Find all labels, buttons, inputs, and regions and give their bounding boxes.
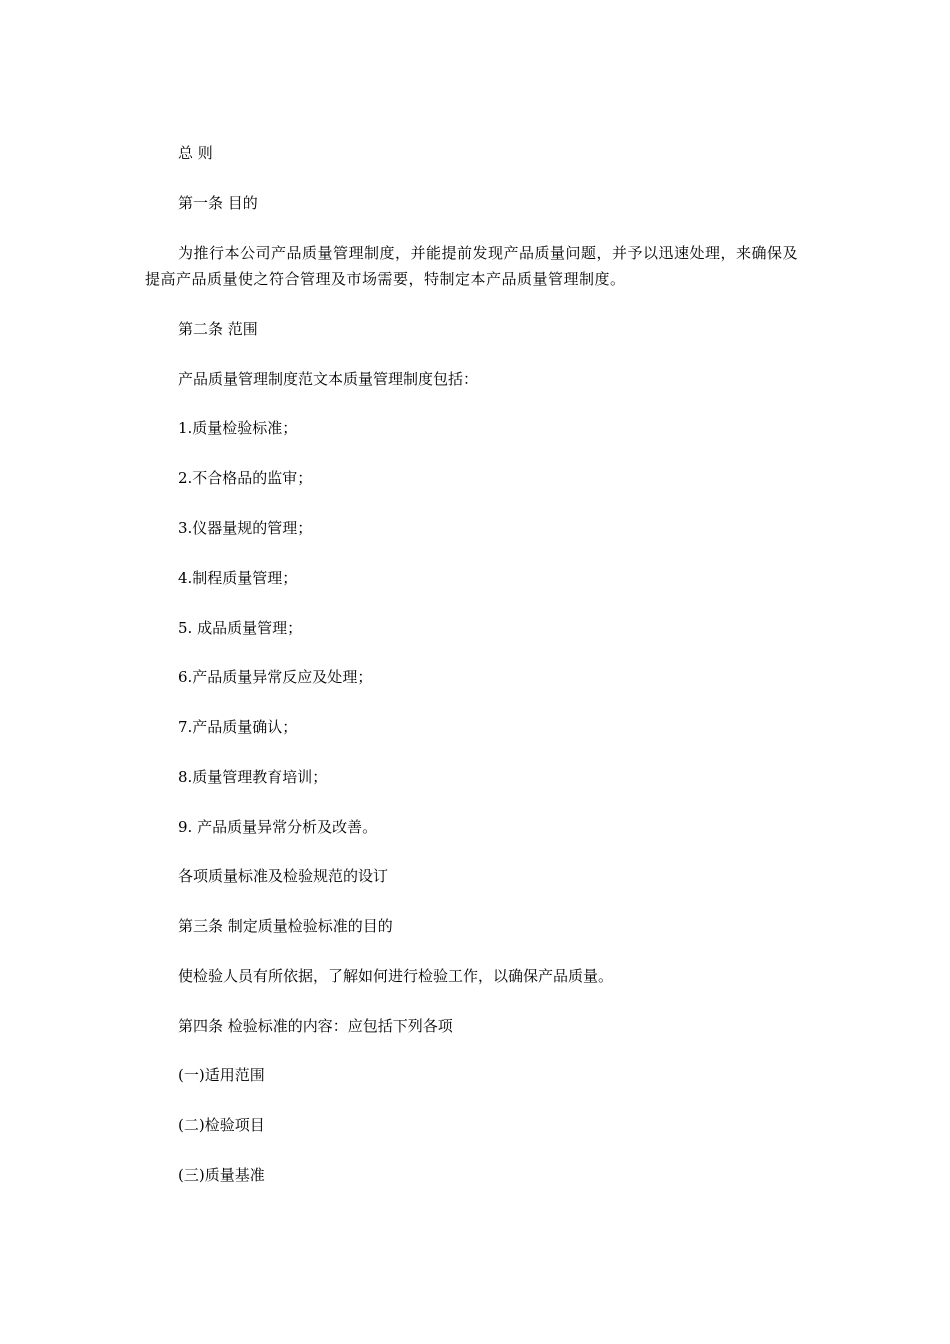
- list-item: 4.制程质量管理；: [178, 569, 298, 587]
- section-heading-standards: 各项质量标准及检验规范的设订: [178, 867, 389, 885]
- list-item: 9. 产品质量异常分析及改善。: [178, 818, 378, 836]
- list-item: 1.质量检验标准；: [178, 419, 298, 437]
- article-4-heading: 第四条 检验标准的内容：应包括下列各项: [178, 1017, 453, 1035]
- list-item: (一)适用范围: [178, 1066, 265, 1084]
- article-2-heading: 第二条 范围: [178, 320, 258, 338]
- article-3-heading: 第三条 制定质量检验标准的目的: [178, 917, 393, 935]
- list-item: 7.产品质量确认；: [178, 718, 298, 736]
- list-item: 5. 成品质量管理；: [178, 619, 303, 637]
- list-item: 2.不合格品的监审；: [178, 469, 313, 487]
- article-1-heading: 第一条 目的: [178, 194, 258, 212]
- article-1-body: 为推行本公司产品质量管理制度，并能提前发现产品质量问题，并予以迅速处理，来确保及提高产品质量使之符合管理及市场需要，特制定本产品质量管理制度。: [145, 244, 799, 288]
- list-item: (三)质量基准: [178, 1166, 265, 1184]
- list-item: (二)检验项目: [178, 1116, 265, 1134]
- section-heading-general: 总 则: [178, 144, 213, 162]
- list-item: 6.产品质量异常反应及处理；: [178, 668, 373, 686]
- list-item: 8.质量管理教育培训；: [178, 768, 328, 786]
- article-3-body: 使检验人员有所依据，了解如何进行检验工作，以确保产品质量。: [178, 967, 614, 985]
- article-2-body: 产品质量管理制度范文本质量管理制度包括：: [178, 370, 479, 388]
- list-item: 3.仪器量规的管理；: [178, 519, 313, 537]
